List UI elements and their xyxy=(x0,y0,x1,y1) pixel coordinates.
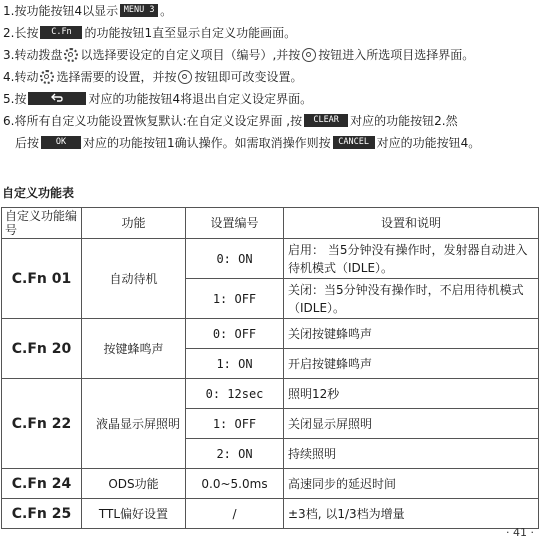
function-code: C.Fn 22 xyxy=(2,379,82,469)
step-5-end: 对应的功能按钮4将退出自定义设定界面。 xyxy=(88,92,313,106)
header-setting-no: 设置编号 xyxy=(186,208,284,239)
set-button-icon xyxy=(302,48,316,62)
table-title: 自定义功能表 xyxy=(2,186,75,200)
table-row xyxy=(2,499,539,529)
table-row xyxy=(2,319,539,349)
function-code: C.Fn 01 xyxy=(2,239,82,319)
setting-description: 持续照明 xyxy=(284,439,539,469)
control-dial-icon xyxy=(40,70,54,84)
function-code: C.Fn 20 xyxy=(2,319,82,379)
step-4-mid: 选择需要的设置，并按 xyxy=(56,70,177,84)
step-6b-mid: 对应的功能按钮1确认操作。如需取消操作则按 xyxy=(83,136,331,150)
setting-number: 0: ON xyxy=(186,239,284,279)
setting-description: 开启按键蜂鸣声 xyxy=(284,349,539,379)
step-5 xyxy=(3,88,540,110)
function-code: C.Fn 25 xyxy=(2,499,82,529)
function-name: ODS功能 xyxy=(82,469,186,499)
return-arrow-icon xyxy=(28,92,86,105)
step-4 xyxy=(3,66,540,88)
setting-description: 关闭：当5分钟没有操作时，不启用待机模式（IDLE）。 xyxy=(284,279,539,319)
function-name: 液晶显示屏照明 xyxy=(82,379,186,469)
setting-number: 1: OFF xyxy=(186,409,284,439)
setting-description: 照明12秒 xyxy=(284,379,539,409)
setting-description: 高速同步的延迟时间 xyxy=(284,469,539,499)
step-3-end: 按钮进入所选项目选择界面。 xyxy=(318,48,475,62)
control-dial-icon xyxy=(64,48,78,62)
step-6b-text: 后按 xyxy=(15,136,40,150)
step-3-text: 3.转动拨盘 xyxy=(3,48,63,62)
step-6b-end: 对应的功能按钮4。 xyxy=(376,136,481,150)
header-code: 自定义功能编号 xyxy=(2,208,82,239)
function-name: 自动待机 xyxy=(82,239,186,319)
ok-key-label: OK xyxy=(41,136,81,149)
menu-key-label: MENU 3 xyxy=(120,4,158,17)
setting-description: 关闭显示屏照明 xyxy=(284,409,539,439)
step-6-text: 6.将所有自定义功能设置恢复默认:在自定义设定界面 ,按 xyxy=(3,114,303,128)
header-description: 设置和说明 xyxy=(284,208,539,239)
setting-number: 0: OFF xyxy=(186,319,284,349)
setting-number: 0: 12sec xyxy=(186,379,284,409)
function-name: 按键蜂鸣声 xyxy=(82,319,186,379)
table-header xyxy=(2,208,539,239)
instruction-steps xyxy=(3,0,540,154)
set-button-icon xyxy=(178,70,192,84)
setting-number: / xyxy=(186,499,284,529)
setting-number: 0.0~5.0ms xyxy=(186,469,284,499)
table-row xyxy=(2,379,539,409)
table-row xyxy=(2,469,539,499)
clear-key-label: CLEAR xyxy=(304,114,348,127)
function-code: C.Fn 24 xyxy=(2,469,82,499)
setting-number: 1: OFF xyxy=(186,279,284,319)
setting-number: 1: ON xyxy=(186,349,284,379)
step-3 xyxy=(3,44,540,66)
step-5-text: 5.按 xyxy=(3,92,27,106)
header-function: 功能 xyxy=(82,208,186,239)
step-2 xyxy=(3,22,540,44)
custom-function-table xyxy=(1,207,539,529)
step-1-text: 1.按功能按钮4以显示 xyxy=(3,4,119,18)
step-4-end: 按钮即可改变设置。 xyxy=(194,70,303,84)
step-6-end: 对应的功能按钮2.然 xyxy=(350,114,458,128)
page-number: · 41 · xyxy=(506,526,534,539)
cfn-key-label: C.Fn xyxy=(40,26,82,39)
step-2-text: 2.长按 xyxy=(3,26,39,40)
step-2-end: 的功能按钮1直至显示自定义功能画面。 xyxy=(84,26,297,40)
setting-number: 2: ON xyxy=(186,439,284,469)
function-name: TTL偏好设置 xyxy=(82,499,186,529)
setting-description: ±3档, 以1/3档为增量 xyxy=(284,499,539,529)
step-6 xyxy=(3,110,540,132)
step-3-mid: 以选择要设定的自定义项目（编号）,并按 xyxy=(80,48,301,62)
table-row xyxy=(2,239,539,279)
setting-description: 关闭按键蜂鸣声 xyxy=(284,319,539,349)
step-6-continued xyxy=(3,132,540,154)
setting-description: 启用： 当5分钟没有操作时，发射器自动进入待机模式（IDLE）。 xyxy=(284,239,539,279)
cancel-key-label: CANCEL xyxy=(333,136,375,149)
step-4-text: 4.转动 xyxy=(3,70,39,84)
step-1-end: 。 xyxy=(160,4,173,18)
step-1 xyxy=(3,0,540,22)
